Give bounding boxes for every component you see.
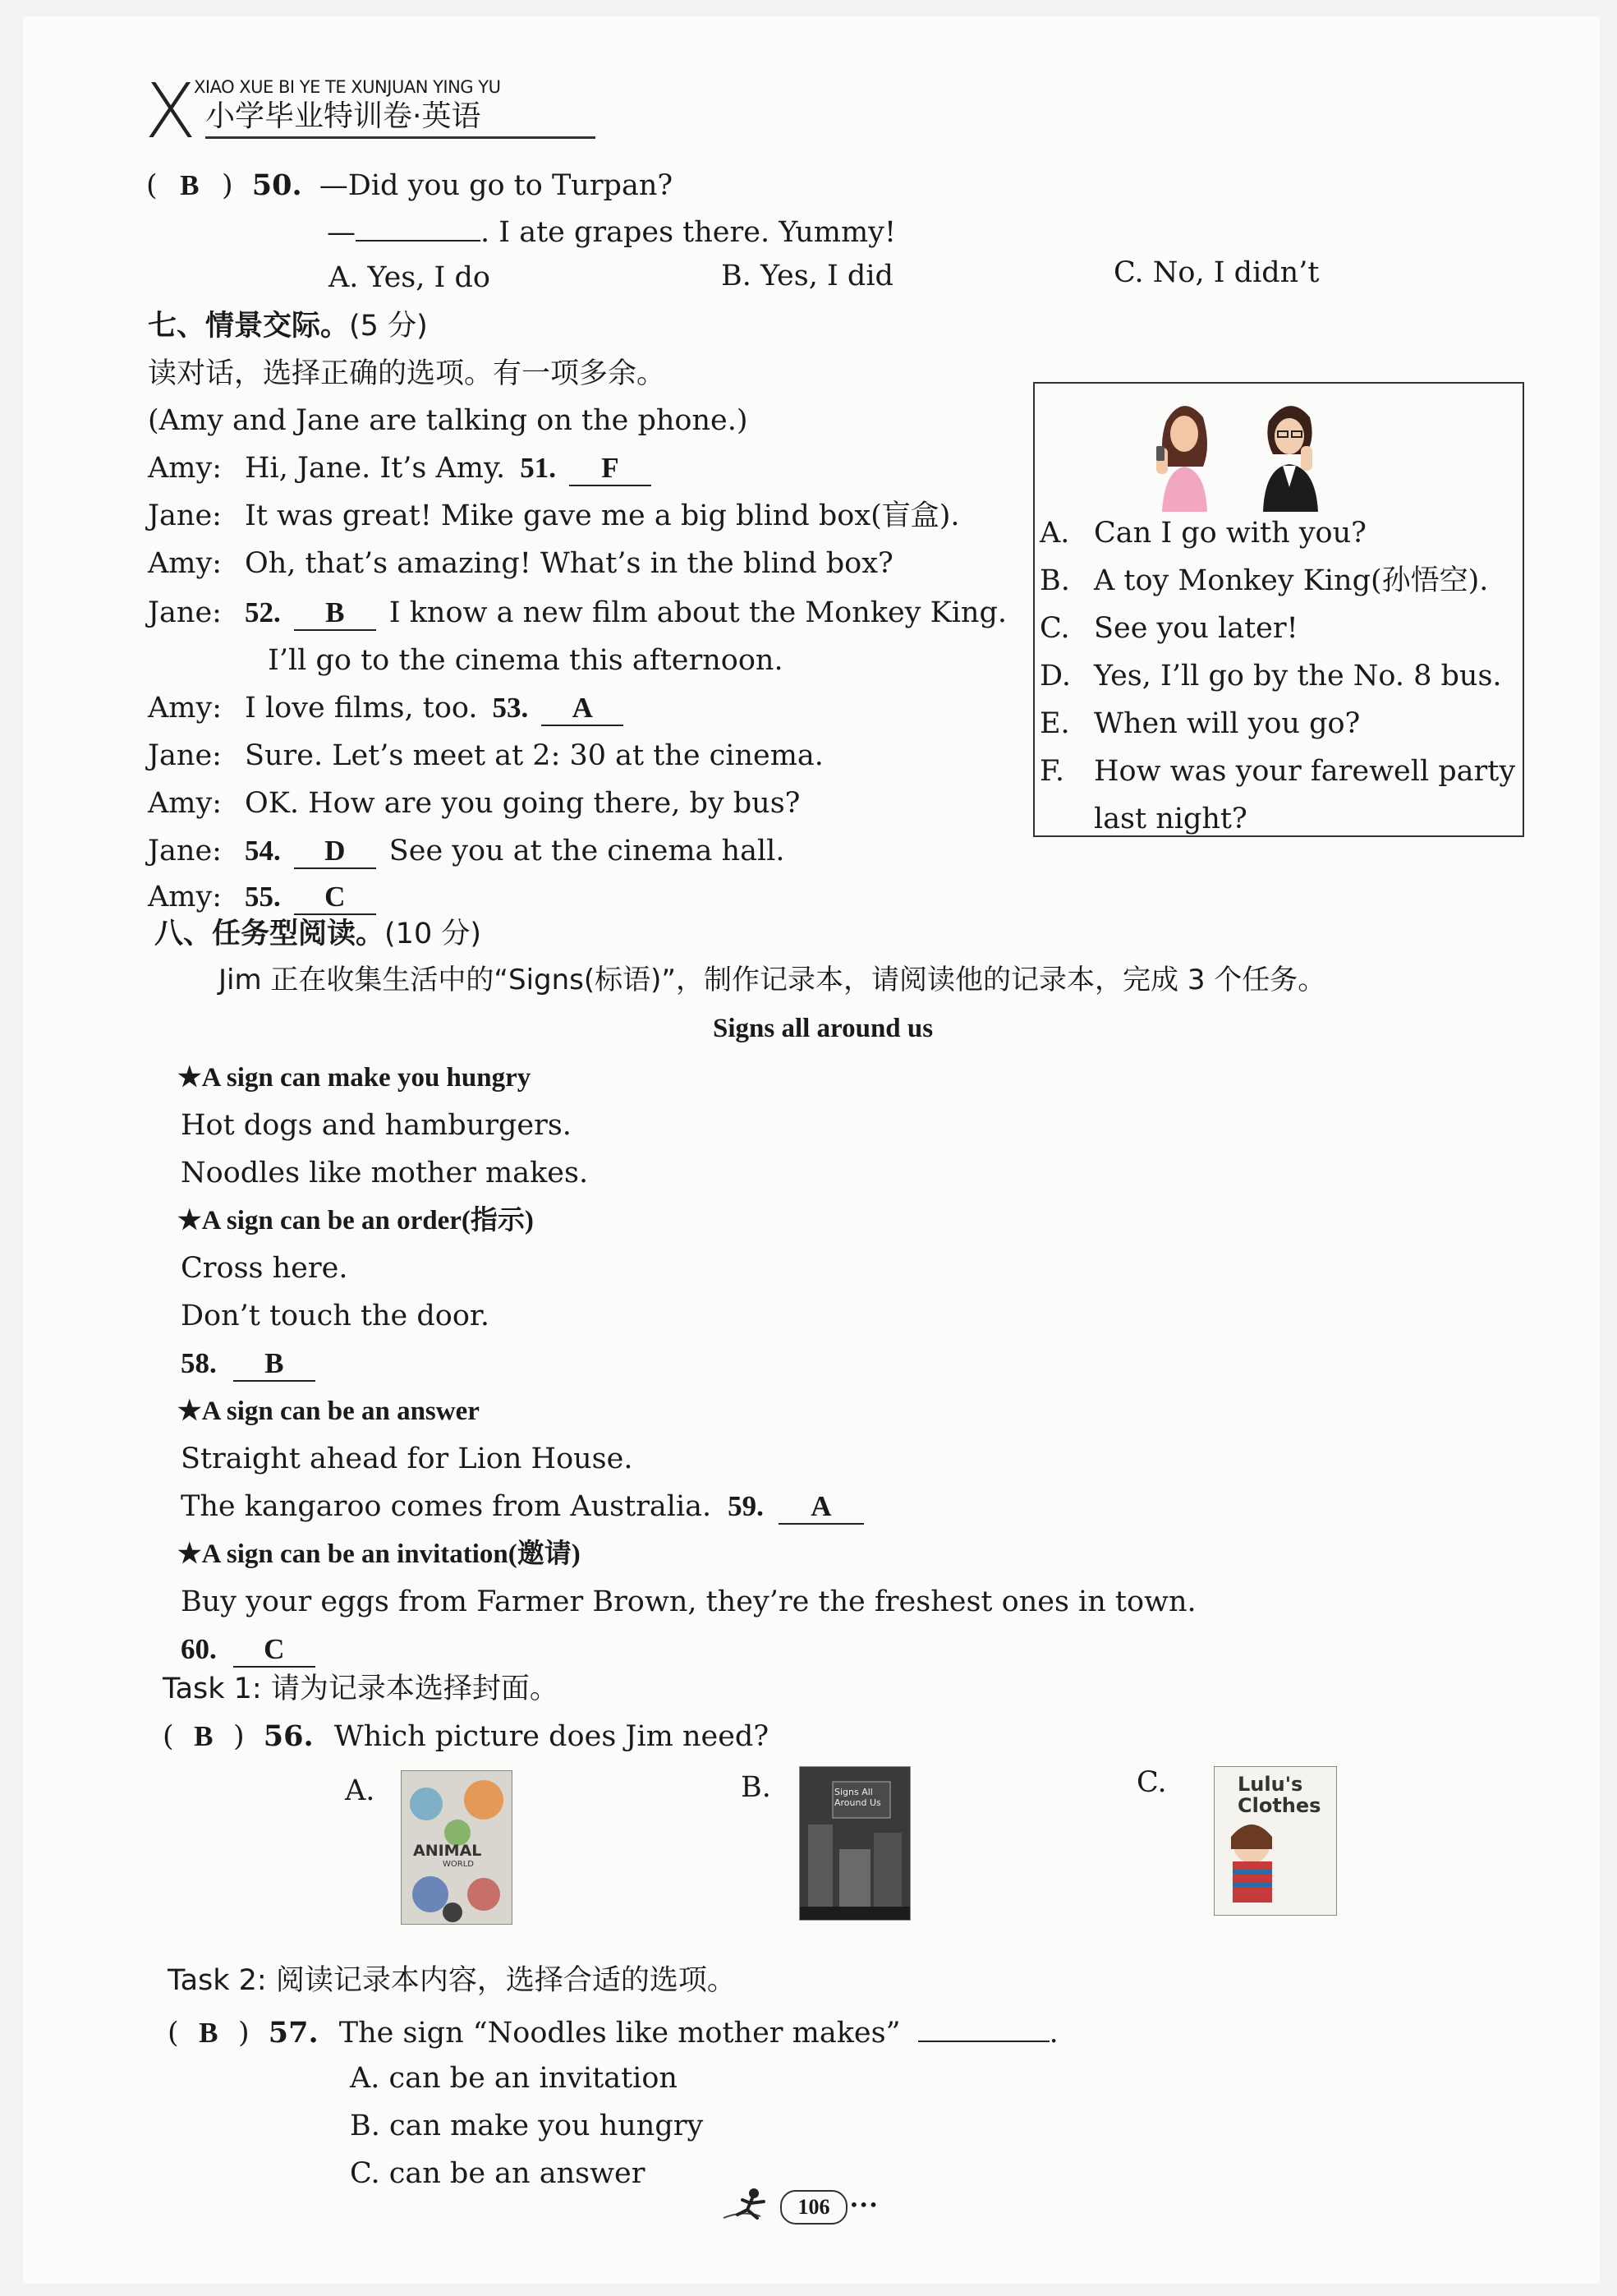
header-pinyin: XIAO XUE BI YE TE XUNJUAN YING YU [194,77,501,97]
notebook-blank-row [181,1633,315,1668]
dialog-text: OK. How are you going there, by bus? [245,787,801,820]
footer-dots: ••• [849,2195,879,2215]
q50-option-a: A. Yes, I do [328,261,490,294]
dialog-speaker: Jane: [148,739,222,772]
notebook-question-number: 60. [181,1633,217,1665]
dialog-text-after: I know a new film about the Monkey King. [388,596,1007,629]
dialog-text: Hi, Jane. It’s Amy. [245,452,506,485]
q57-paren-close: ) [237,2017,250,2050]
q56-label-c: C. [1137,1766,1167,1799]
dialog-line [148,547,893,580]
dialog-text: I’ll go to the cinema this afternoon. [268,644,783,677]
task2-text: Task 2: 阅读记录本内容，选择合适的选项。 [168,1964,736,1997]
dialog-question-number: 52. [245,596,281,628]
q57-question: The sign “Noodles like mother makes” [338,2017,901,2050]
jane-figure [1263,406,1318,512]
dialog-speaker: Amy: [148,452,223,485]
sign-example: Hot dogs and hamburgers. [181,1109,572,1142]
header-rule [205,136,595,139]
sign-example: Noodles like mother makes. [181,1157,589,1189]
q56-paren-close: ) [232,1720,245,1753]
q50-line1 [146,169,673,202]
option-text: See you later! [1094,612,1298,645]
cover-a-animal-world[interactable] [401,1770,512,1925]
option-item [1040,755,1515,788]
dialog-line [148,644,783,677]
star-icon: ★ [177,1396,202,1426]
task1-text: Task 1: 请为记录本选择封面。 [163,1673,558,1705]
option-letter: F. [1040,755,1064,788]
sign-category-title: A sign can be an order(指示) [201,1206,534,1235]
dialog-line [148,881,376,915]
sign-example: Straight ahead for Lion House. [181,1442,633,1475]
characters-illustration [1133,389,1347,512]
section8-title: 八、任务型阅读。 [154,918,385,950]
option-item [1040,660,1502,692]
option-letter: B. [1040,564,1070,597]
notebook-title: Signs all around us [713,1014,934,1043]
q50-option-c: C. No, I didn’t [1114,256,1320,289]
cover-c-lulus-clothes[interactable] [1214,1766,1337,1916]
dialog-answer-blank[interactable]: B [294,596,376,631]
option-text: When will you go? [1094,707,1361,740]
section7-score: (5 分) [349,310,428,343]
star-icon: ★ [177,1206,202,1235]
dialog-text: It was great! Mike gave me a big blind box(盲盒). [245,499,960,532]
section7-instruction: 读对话，选择正确的选项。有一项多余。 [148,357,666,390]
option-text: Yes, I’ll go by the No. 8 bus. [1094,660,1502,692]
q57-option-c: C. can be an answer [350,2157,645,2190]
option-text: How was your farewell party [1094,755,1516,788]
dialog-line [148,835,784,869]
q50-paren-close: ) [221,169,233,202]
q56-number: 56. [263,1719,314,1753]
dialog-speaker: Jane: [148,835,222,867]
q57-end: . [1049,2017,1059,2050]
q57-line [168,2014,1059,2050]
dialog-text: Sure. Let’s meet at 2: 30 at the cinema. [245,739,824,772]
notebook-answer-blank[interactable]: A [779,1490,864,1525]
dialog-question-number: 54. [245,835,281,867]
runner-icon [719,2185,777,2226]
q56-paren-open: ( [163,1720,174,1753]
notebook-blank-row [181,1347,315,1382]
cover-b-signs-all-around-us[interactable] [799,1766,911,1921]
option-item [1040,517,1367,550]
sign-example: Buy your eggs from Farmer Brown, they’re the freshest ones in town. [181,1585,1197,1618]
cover-a-title: ANIMAL [413,1842,482,1860]
q56-question: Which picture does Jim need? [333,1720,769,1753]
sign-example: Don’t touch the door. [181,1300,489,1332]
q57-number: 57. [268,2016,319,2050]
section8-intro: Jim 正在收集生活中的“Signs(标语)”，制作记录本，请阅读他的记录本，完成 3 个任务。 [218,964,1326,996]
section8-heading [154,917,481,951]
page-number: 106 [797,2195,830,2219]
dialog-text-after: See you at the cinema hall. [388,835,785,867]
dialog-line [148,739,824,772]
option-item [1040,707,1360,740]
q57-option-a: A. can be an invitation [350,2062,678,2095]
sign-example: Cross here. [181,1252,348,1285]
dialog-line [148,692,623,726]
dialog-line [148,452,651,486]
q50-dash: — [327,216,356,249]
q56-answer: B [194,1720,214,1752]
dialog-text: Oh, that’s amazing! What’s in the blind box? [245,547,893,580]
amy-figure [1156,406,1207,512]
option-letter: C. [1040,612,1070,645]
dialog-speaker: Jane: [148,499,222,532]
option-item [1040,564,1488,597]
dialog-line [148,596,1007,631]
q57-answer: B [199,2017,218,2049]
dialog-answer-blank[interactable]: F [569,452,651,486]
option-text: Can I go with you? [1094,517,1367,550]
sign-category-heading [177,1204,534,1237]
dialog-text: I love films, too. [245,692,478,725]
dialog-answer-blank[interactable]: D [294,835,376,869]
q56-line [163,1720,769,1753]
q56-label-b: B. [741,1771,771,1804]
option-letter: D. [1040,660,1071,692]
star-icon: ★ [177,1539,202,1569]
q57-blank[interactable] [918,2014,1050,2042]
dialog-question-number: 55. [245,881,281,913]
cover-b-title: Signs All Around Us [834,1787,881,1808]
dialog-answer-blank[interactable]: C [294,881,376,915]
section7-context: (Amy and Jane are talking on the phone.) [148,404,748,437]
option-item [1040,803,1247,835]
notebook-answer-blank[interactable]: B [233,1347,315,1382]
dialog-speaker: Amy: [148,787,223,820]
sign-example: The kangaroo comes from Australia. [181,1490,712,1523]
dialog-speaker: Amy: [148,692,223,725]
header-title: 小学毕业特训卷·英语 [205,99,481,133]
sign-category-title: A sign can be an answer [201,1396,480,1426]
dialog-speaker: Amy: [148,547,223,580]
dialog-speaker: Jane: [148,596,222,629]
q50-paren-open: ( [146,169,158,202]
options-box [1033,382,1524,837]
sign-category-title: A sign can be an invitation(邀请) [201,1539,581,1569]
option-letter: E. [1040,707,1070,740]
section7-heading [148,309,428,343]
dialog-answer-blank[interactable]: A [541,692,623,726]
q50-reply: . I ate grapes there. Yummy! [480,216,897,249]
sign-category-title: A sign can make you hungry [201,1063,531,1093]
option-item [1040,612,1298,645]
dialog-question-number: 53. [492,692,529,724]
page [23,16,1600,2284]
q50-number: 50. [251,168,302,202]
page-number-badge [780,2190,848,2225]
q50-answer: B [180,169,200,201]
q50-question: —Did you go to Turpan? [319,169,673,202]
header-logo-letter: X [145,67,197,155]
q50-option-b: B. Yes, I did [721,260,893,292]
star-icon: ★ [177,1063,202,1093]
q50-line2 [327,214,896,249]
option-text: last night? [1094,803,1247,835]
dialog-line [148,787,800,820]
sign-category-heading [177,1061,531,1094]
sign-category-heading [177,1395,480,1428]
sign-example-with-blank [181,1490,864,1525]
notebook-question-number: 59. [728,1490,764,1522]
section7-title: 七、情景交际。 [148,310,350,343]
dialog-line [148,499,960,532]
notebook-answer-blank[interactable]: C [233,1633,315,1668]
notebook-question-number: 58. [181,1347,217,1379]
sign-category-heading [177,1538,581,1571]
section8-score: (10 分) [384,918,481,950]
option-text: A toy Monkey King(孙悟空). [1094,564,1489,597]
q56-label-a: A. [345,1774,375,1807]
option-letter: A. [1040,517,1070,550]
dialog-question-number: 51. [520,452,556,484]
cover-c-title: Lulu's Clothes [1238,1773,1321,1817]
dialog-speaker: Amy: [148,881,223,913]
cover-a-subtitle: WORLD [443,1860,474,1869]
q57-paren-open: ( [168,2017,179,2050]
q50-blank[interactable] [356,214,480,242]
q57-option-b: B. can make you hungry [350,2110,704,2142]
